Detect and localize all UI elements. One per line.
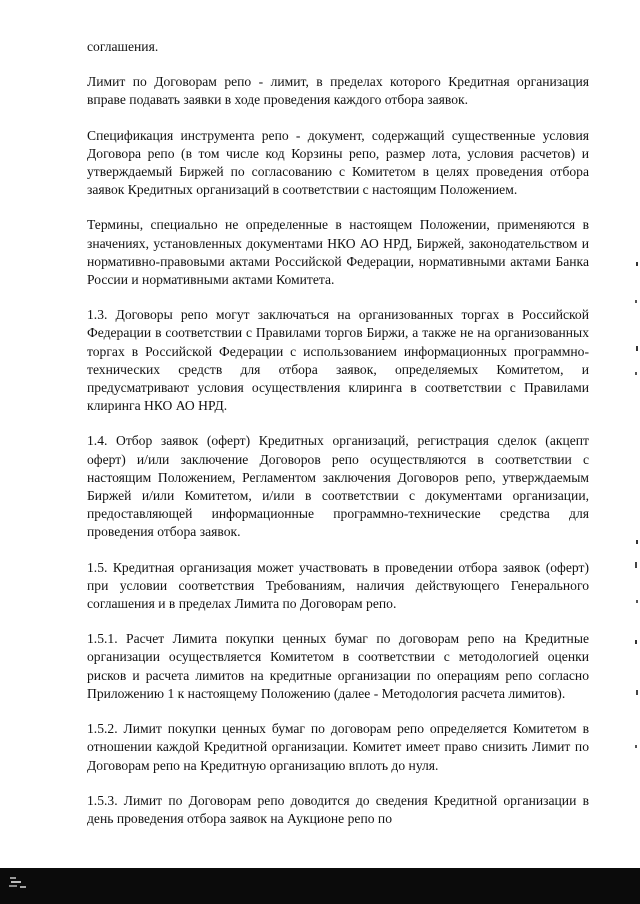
paragraph-1-5-2: 1.5.2. Лимит покупки ценных бумаг по договорам репо определяется Комитетом в отношении каждой Кредитной организации. Комитет имеет право снизить Лимит по Договорам репо на Кредитную организацию вплоть до нуля. [87,721,589,773]
paragraph-specification-definition: Спецификация инструмента репо - документ, содержащий существенные условия Договора репо (в том числе код Корзины репо, размер лота, условия расчетов) и утверждаемый Биржей по согласованию с Комитетом в целях проведения отбора заявок Кредитных организаций в соответствии с настоящим Положением. [87,127,589,198]
scan-edge-marks [630,0,640,868]
scan-bottom-border [0,868,640,904]
paragraph-1-4: 1.4. Отбор заявок (оферт) Кредитных организаций, регистрация сделок (акцепт оферт) и/или заключение Договоров репо осуществляются в соответствии с настоящим Положением, Регламентом заключения Договоров репо, утверждаемым Биржей и/или Комитетом, и/или в соответствии с документами организации, предоставляющей информационные программно-технические средства для проведения отбора заявок. [87,433,589,540]
paragraph-1-5: 1.5. Кредитная организация может участвовать в проведении отбора заявок (оферт) при условии соответствия Требованиям, наличия действующего Генерального соглашения и в пределах Лимита по Договорам репо. [87,559,589,612]
paragraph-1-3: 1.3. Договоры репо могут заключаться на организованных торгах в Российской Федерации в соответствии с Правилами торгов Биржи, а также не на организованных торгах в Российской Федерации с использованием информационных программно-технических средств для отбора заявок, определяемых Комитетом, и предусматривают условия осуществления клиринга в соответствии с Правилами клиринга НКО АО НРД. [87,307,589,414]
document-body [87,38,589,845]
paragraph-repo-limit-definition: Лимит по Договорам репо - лимит, в пределах которого Кредитная организация вправе подавать заявки в ходе проведения каждого отбора заявок. [87,74,589,108]
paragraph-terms: Термины, специально не определенные в настоящем Положении, применяются в значениях, установленных документами НКО АО НРД, Биржей, законодательством и нормативно-правовыми актами Российской Федерации, нормативными актами Банка России и нормативными актами Комитета. [87,217,589,288]
scan-artifact-icon [8,874,36,892]
paragraph-1-5-3: 1.5.3. Лимит по Договорам репо доводится до сведения Кредитной организации в день проведения отбора заявок на Аукционе репо по [87,792,589,826]
paragraph-1-5-1: 1.5.1. Расчет Лимита покупки ценных бумаг по договорам репо на Кредитные организации осуществляется Комитетом в соответствии с методологией оценки рисков и расчета лимитов на кредитные организации по операциям репо согласно Приложению 1 к настоящему Положению (далее - Методология расчета лимитов). [87,631,589,701]
paragraph-continuation: соглашения. [87,39,159,54]
